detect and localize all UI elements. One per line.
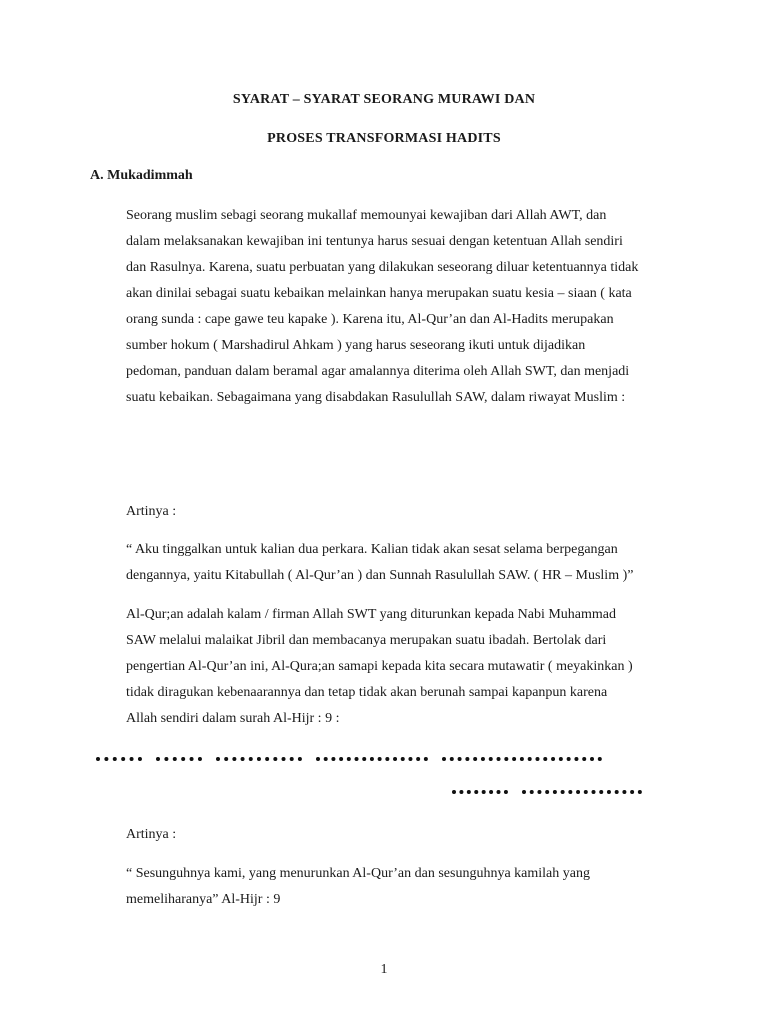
document-title-line2: PROSES TRANSFORMASI HADITS: [267, 131, 501, 146]
paragraph-line: suatu kebaikan. Sebagaimana yang disabdakan Rasulullah SAW, dalam riwayat Muslim :: [126, 390, 626, 405]
paragraph-line: Al-Qur;an adalah kalam / firman Allah SWT yang diturunkan kepada Nabi Muhammad: [126, 607, 616, 622]
verse-translation-quote: [126, 861, 686, 913]
paragraph-line: Allah sendiri dalam surah Al-Hijr : 9 :: [126, 711, 340, 726]
document-title-line1: SYARAT – SYARAT SEORANG MURAWI DAN: [232, 92, 536, 107]
arabic-glyph-run: [96, 757, 142, 761]
paragraph-line: tidak diragukan kebenaarannya dan tetap tidak akan berunah sampai kapanpun karena: [126, 685, 608, 700]
section-heading: A. Mukadimmah: [90, 168, 193, 183]
arabic-glyph-run: [316, 757, 428, 761]
arabic-glyph-run: [216, 757, 302, 761]
paragraph-line: Seorang muslim sebagi seorang mukallaf memounyai kewajiban dari Allah AWT, dan: [126, 208, 607, 223]
paragraph-line: SAW melalui malaikat Jibril dan membacanya merupakan suatu ibadah. Bertolak dari: [126, 633, 607, 648]
hadith-translation-quote: [126, 537, 686, 589]
paragraph-line: pedoman, panduan dalam beramal agar amalannya diterima oleh Allah SWT, dan menjadi: [126, 364, 630, 379]
paragraph-line: sumber hokum ( Marshadirul Ahkam ) yang harus seseorang ikuti untuk dijadikan: [126, 338, 586, 353]
quote-line: memeliharanya” Al-Hijr : 9: [126, 892, 281, 907]
arabic-verse-line2: [452, 787, 656, 797]
artinya-label-1: Artinya :: [126, 504, 177, 519]
arabic-verse-line1: [96, 754, 640, 764]
arabic-glyph-run: [156, 757, 202, 761]
paragraph-line: dalam melaksanakan kewajiban ini tentunya harus sesuai dengan ketentuan Allah sendiri: [126, 234, 623, 249]
page-number: 1: [380, 962, 388, 977]
quote-line: dengannya, yaitu Kitabullah ( Al-Qur’an ) dan Sunnah Rasulullah SAW. ( HR – Muslim )”: [126, 568, 634, 583]
paragraph-intro: [126, 203, 686, 411]
paragraph-quran: [126, 602, 686, 732]
arabic-glyph-run: [442, 757, 602, 761]
arabic-glyph-run: [452, 790, 508, 794]
quote-line: “ Aku tinggalkan untuk kalian dua perkara. Kalian tidak akan sesat selama berpegangan: [126, 542, 618, 557]
artinya-label-2: Artinya :: [126, 827, 177, 842]
paragraph-line: orang sunda : cape gawe teu kapake ). Karena itu, Al-Qur’an dan Al-Hadits merupakan: [126, 312, 614, 327]
paragraph-line: pengertian Al-Qur’an ini, Al-Qura;an samapi kepada kita secara mutawatir ( meyakinkan ): [126, 659, 633, 674]
arabic-glyph-run: [522, 790, 642, 794]
paragraph-line: dan Rasulnya. Karena, suatu perbuatan yang dilakukan seseorang diluar ketentuannya tidak: [126, 260, 639, 275]
quote-line: “ Sesunguhnya kami, yang menurunkan Al-Qur’an dan sesunguhnya kamilah yang: [126, 866, 590, 881]
paragraph-line: akan dinilai sebagai suatu kebaikan melainkan hanya merupakan suatu kesia – siaan ( kata: [126, 286, 632, 301]
